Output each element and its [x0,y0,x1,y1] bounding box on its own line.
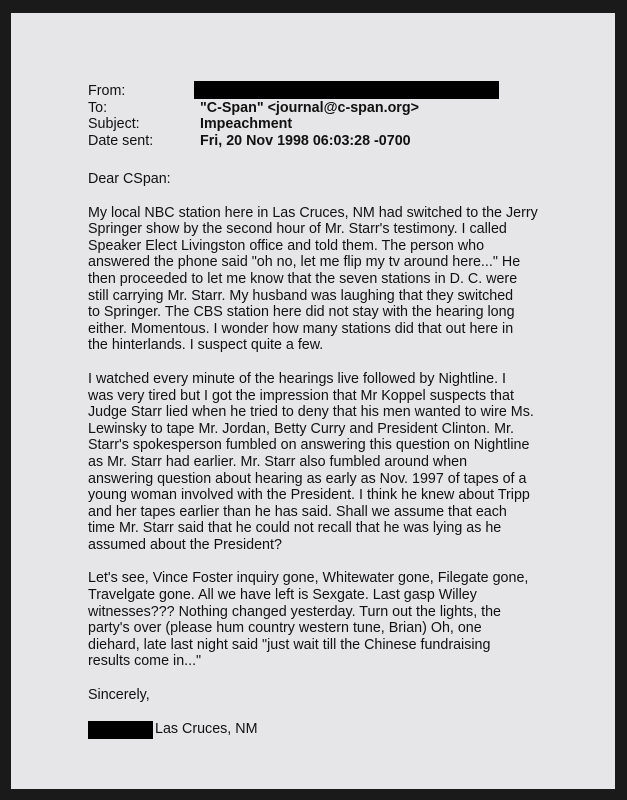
date-row [88,133,588,150]
subject-label: Subject: [88,116,140,133]
body-line: answering question about hearing as early as Nov. 1997 of tapes of a [88,470,527,487]
to-value: "C-Span" <journal@c-span.org> [200,99,419,116]
body-line: still carrying Mr. Starr. My husband was laughing that they switched [88,287,514,304]
redaction-bar-from [194,81,499,99]
to-row [88,100,588,117]
body-paragraph-2 [88,371,588,554]
body-line: Travelgate gone. All we have left is Sexgate. Last gasp Willey [88,587,477,604]
body-line: results come in..." [88,653,202,670]
email-printout [88,83,588,739]
body-line: party's over (please hum country western tune, Brian) Oh, one [88,620,482,637]
body-line: My local NBC station here in Las Cruces, NM had switched to the Jerry [88,204,538,221]
body-line: to Springer. The CBS station here did not stay with the hearing long [88,304,515,321]
subject-value: Impeachment [200,116,293,133]
body-line: Springer show by the second hour of Mr. Starr's testimony. I called [88,221,507,238]
date-label: Date sent: [88,132,154,149]
body-line: the hinterlands. I suspect quite a few. [88,337,324,354]
body-paragraph-1 [88,205,588,354]
document-page [11,13,615,789]
body-line: and her tapes earlier than he has said. Shall we assume that each [88,503,507,520]
closing: Sincerely, [88,687,150,704]
body-line: either. Momentous. I wonder how many stations did that out here in [88,320,514,337]
body-line: Speaker Elect Livingston office and told them. The person who [88,237,485,254]
body-line: Judge Starr lied when he tried to deny that his men wanted to wire Ms. [88,404,534,421]
salutation: Dear CSpan: [88,171,171,187]
body-line: time Mr. Starr said that he could not recall that he was lying as he [88,520,502,537]
date-value: Fri, 20 Nov 1998 06:03:28 -0700 [200,132,411,149]
to-label: To: [88,99,108,116]
body-line: Lewinsky to tape Mr. Jordan, Betty Curry and President Clinton. Mr. [88,420,514,437]
body-line: Let's see, Vince Foster inquiry gone, Whitewater gone, Filegate gone, [88,570,529,587]
subject-row [88,116,588,133]
signature-line [88,721,588,739]
body-line: witnesses??? Nothing changed yesterday. Turn out the lights, the [88,603,502,620]
body-line: diehard, late last night said "just wait till the Chinese fundraising [88,636,491,653]
signature-location: Las Cruces, NM [155,720,258,737]
body-line: assumed about the President? [88,536,282,553]
from-label: From: [88,83,126,99]
body-line: I watched every minute of the hearings live followed by Nightline. I [88,370,507,387]
body-line: answered the phone said "oh no, let me flip my tv around here..." He [88,254,521,271]
body-line: as Mr. Starr had earlier. Mr. Starr also fumbled around when [88,453,468,470]
redaction-bar-signature [88,721,153,739]
email-header [88,83,588,149]
body-line: then proceeded to let me know that the seven stations in D. C. were [88,270,518,287]
from-row [88,83,588,100]
body-line: young woman involved with the President. I think he knew about Tripp [88,487,530,504]
body-paragraph-3 [88,570,588,670]
body-line: was very tired but I got the impression that Mr Koppel suspects that [88,387,514,404]
body-line: Starr's spokesperson fumbled on answering this question on Nightline [88,437,530,454]
